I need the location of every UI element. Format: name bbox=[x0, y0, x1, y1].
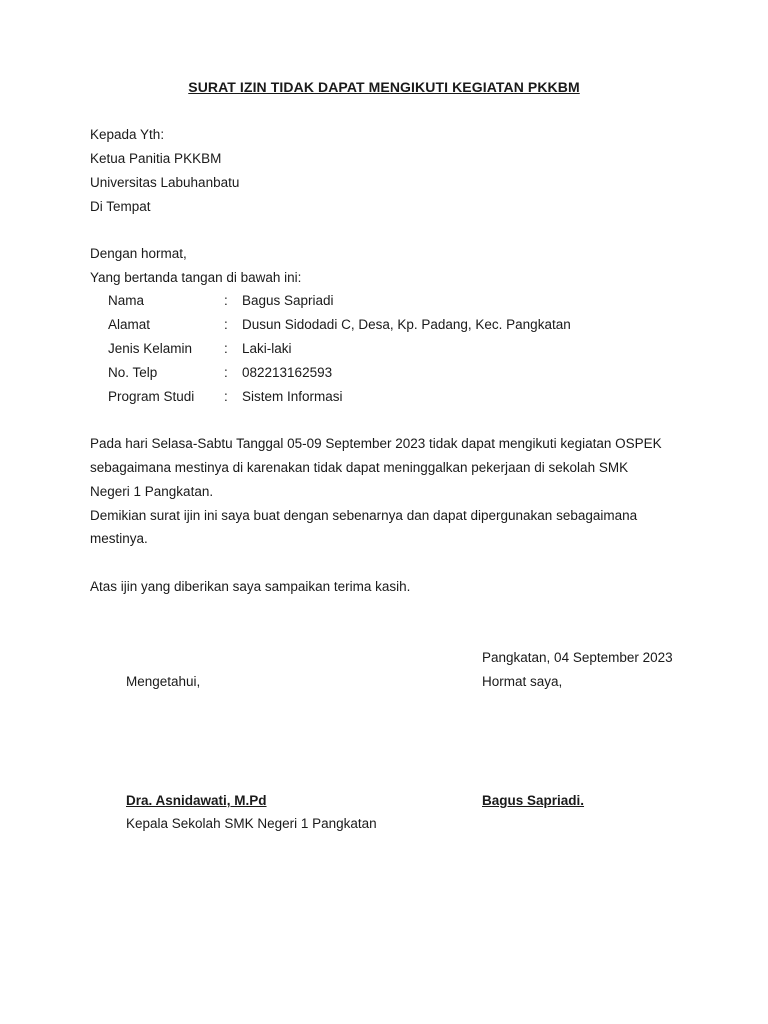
regards-heading: Hormat saya, bbox=[482, 674, 563, 689]
principal-title: Kepala Sekolah SMK Negeri 1 Pangkatan bbox=[126, 816, 377, 831]
identity-label: Alamat bbox=[108, 317, 151, 332]
identity-value: Sistem Informasi bbox=[242, 389, 343, 404]
body-line-3: Negeri 1 Pangkatan. bbox=[90, 484, 214, 499]
recipient-line-2: Ketua Panitia PKKBM bbox=[90, 151, 222, 166]
letter-title: SURAT IZIN TIDAK DAPAT MENGIKUTI KEGIATAN PKKBM bbox=[188, 79, 580, 95]
sender-name: Bagus Sapriadi. bbox=[482, 793, 585, 808]
greeting: Dengan hormat, bbox=[90, 246, 187, 261]
body-line-1: Pada hari Selasa-Sabtu Tanggal 05-09 September 2023 tidak dapat mengikuti kegiatan OSPEK bbox=[90, 436, 662, 451]
identity-label: Nama bbox=[108, 293, 145, 308]
identity-value: Laki-laki bbox=[242, 341, 292, 356]
identity-value: Bagus Sapriadi bbox=[242, 293, 334, 308]
body-line-4: Demikian surat ijin ini saya buat dengan sebenarnya dan dapat dipergunakan sebagaimana bbox=[90, 508, 638, 523]
principal-name: Dra. Asnidawati, M.Pd bbox=[126, 793, 267, 808]
recipient-line-4: Di Tempat bbox=[90, 199, 151, 214]
identity-colon: : bbox=[224, 317, 228, 332]
identity-colon: : bbox=[224, 293, 228, 308]
place-date: Pangkatan, 04 September 2023 bbox=[482, 650, 673, 665]
body-line-5: mestinya. bbox=[90, 531, 148, 546]
identity-label: Jenis Kelamin bbox=[108, 341, 193, 356]
intro-text: Yang bertanda tangan di bawah ini: bbox=[90, 270, 302, 285]
closing-text: Atas ijin yang diberikan saya sampaikan terima kasih. bbox=[90, 579, 411, 594]
identity-value: 082213162593 bbox=[242, 365, 333, 380]
recipient-line-3: Universitas Labuhanbatu bbox=[90, 175, 240, 190]
identity-colon: : bbox=[224, 365, 228, 380]
identity-colon: : bbox=[224, 341, 228, 356]
recipient-line-1: Kepada Yth: bbox=[90, 127, 165, 142]
identity-label: Program Studi bbox=[108, 389, 195, 404]
identity-colon: : bbox=[224, 389, 228, 404]
acknowledged-heading: Mengetahui, bbox=[126, 674, 201, 689]
body-line-2: sebagaimana mestinya di karenakan tidak dapat meninggalkan pekerjaan di sekolah SMK bbox=[90, 460, 629, 475]
identity-value: Dusun Sidodadi C, Desa, Kp. Padang, Kec. Pangkatan bbox=[242, 317, 571, 332]
identity-label: No. Telp bbox=[108, 365, 158, 380]
